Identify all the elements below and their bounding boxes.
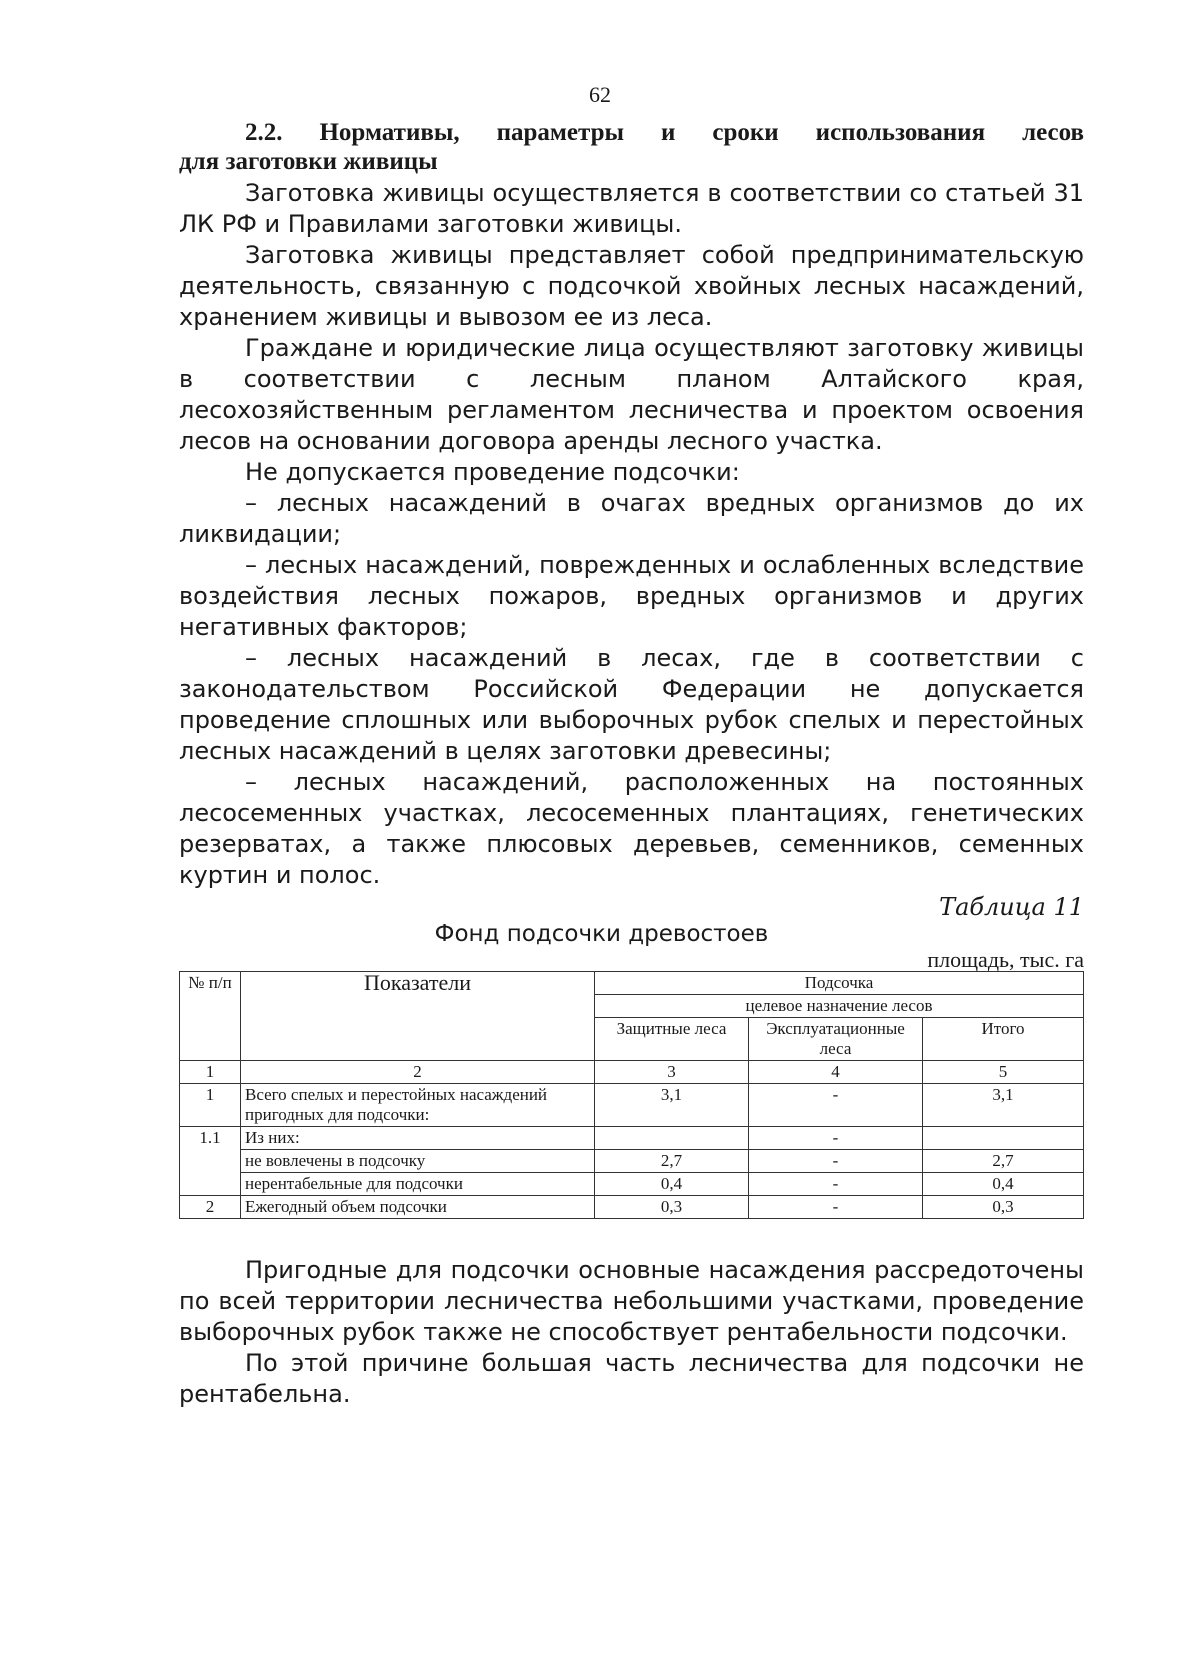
row-num: 1.1	[180, 1127, 241, 1150]
row-exploitation: -	[749, 1196, 923, 1219]
header-purpose: целевое назначение лесов	[595, 995, 1084, 1018]
row-protective: 3,1	[595, 1084, 749, 1127]
section-heading	[179, 118, 1084, 176]
row-exploitation: -	[749, 1127, 923, 1150]
header-tapping: Подсочка	[595, 972, 1084, 995]
page-number: 62	[589, 82, 611, 107]
paragraph: Пригодные для подсочки основные насаждения рассредоточены по всей территории лесничества небольшими участками, проведение выборочных рубок также не способствует рентабельности подсочки.	[179, 1256, 1084, 1346]
header-exploitation: Эксплуатационные леса	[749, 1018, 923, 1061]
table-row	[180, 1127, 1084, 1150]
col-number: 2	[241, 1061, 595, 1084]
row-protective: 2,7	[595, 1150, 749, 1173]
row-protective	[595, 1127, 749, 1150]
section-heading-line-2: для заготовки живицы	[179, 148, 438, 175]
header-indicator: Показатели	[241, 972, 595, 1061]
table-row	[180, 1061, 1084, 1084]
row-label: Из них:	[241, 1127, 595, 1150]
col-number: 5	[923, 1061, 1084, 1084]
paragraph: Заготовка живицы осуществляется в соответствии со статьей 31 ЛК РФ и Правилами заготовки живицы.	[179, 179, 1084, 238]
table-title: Фонд подсочки древостоев	[434, 921, 769, 947]
row-label: Ежегодный объем подсочки	[241, 1196, 595, 1219]
row-protective: 0,4	[595, 1173, 749, 1196]
row-exploitation: -	[749, 1150, 923, 1173]
row-total: 2,7	[923, 1150, 1084, 1173]
row-total	[923, 1127, 1084, 1150]
row-num: 1	[180, 1084, 241, 1127]
col-number: 3	[595, 1061, 749, 1084]
col-number: 4	[749, 1061, 923, 1084]
table-row	[180, 1084, 1084, 1127]
paragraph: Не допускается проведение подсочки:	[245, 458, 740, 486]
row-total: 0,3	[923, 1196, 1084, 1219]
row-exploitation: -	[749, 1084, 923, 1127]
list-item: – лесных насаждений, расположенных на постоянных лесосеменных участках, лесосеменных плантациях, генетических резерватах, а также плюсовых деревьев, семенников, семенных куртин и полос.	[179, 768, 1084, 889]
paragraph: Граждане и юридические лица осуществляют заготовку живицы в соответствии с лесным планом Алтайского края, лесохозяйственным регламентом лесничества и проектом освоения лесов на основании договора аренды лесного участка.	[179, 334, 1084, 455]
row-num	[180, 1150, 241, 1173]
tapping-fund-table	[179, 971, 1084, 1219]
list-item: – лесных насаждений, поврежденных и ослабленных вследствие воздействия лесных пожаров, вредных организмов и других негативных факторов;	[179, 551, 1084, 641]
table-unit: площадь, тыс. га	[927, 947, 1084, 972]
row-label: нерентабельные для подсочки	[241, 1173, 595, 1196]
table-row	[180, 1150, 1084, 1173]
page-content	[179, 118, 1084, 1410]
row-exploitation: -	[749, 1173, 923, 1196]
row-num	[180, 1173, 241, 1196]
paragraph: По этой причине большая часть лесничества для подсочки не рентабельна.	[179, 1349, 1084, 1408]
closing-section	[179, 1255, 1084, 1410]
col-number: 1	[180, 1061, 241, 1084]
header-protective: Защитные леса	[595, 1018, 749, 1061]
row-label: Всего спелых и перестойных насаждений пригодных для подсочки:	[241, 1084, 595, 1127]
row-total: 3,1	[923, 1084, 1084, 1127]
header-total: Итого	[923, 1018, 1084, 1061]
row-label: не вовлечены в подсочку	[241, 1150, 595, 1173]
header-num: № п/п	[180, 972, 241, 1061]
list-item: – лесных насаждений в лесах, где в соответствии с законодательством Российской Федерации не допускается проведение сплошных или выборочных рубок спелых и перестойных лесных насаждений в целях заготовки древесины;	[179, 644, 1084, 765]
table-row	[180, 1196, 1084, 1219]
list-item: – лесных насаждений в очагах вредных организмов до их ликвидации;	[179, 489, 1084, 548]
section-heading-line-1: 2.2. Нормативы, параметры и сроки использования лесов	[245, 119, 1084, 146]
table-row	[180, 1173, 1084, 1196]
row-num: 2	[180, 1196, 241, 1219]
table-caption: Таблица 11	[939, 893, 1084, 921]
row-protective: 0,3	[595, 1196, 749, 1219]
row-total: 0,4	[923, 1173, 1084, 1196]
paragraph: Заготовка живицы представляет собой предпринимательскую деятельность, связанную с подсочкой хвойных лесных насаждений, хранением живицы и вывозом ее из леса.	[179, 241, 1084, 331]
